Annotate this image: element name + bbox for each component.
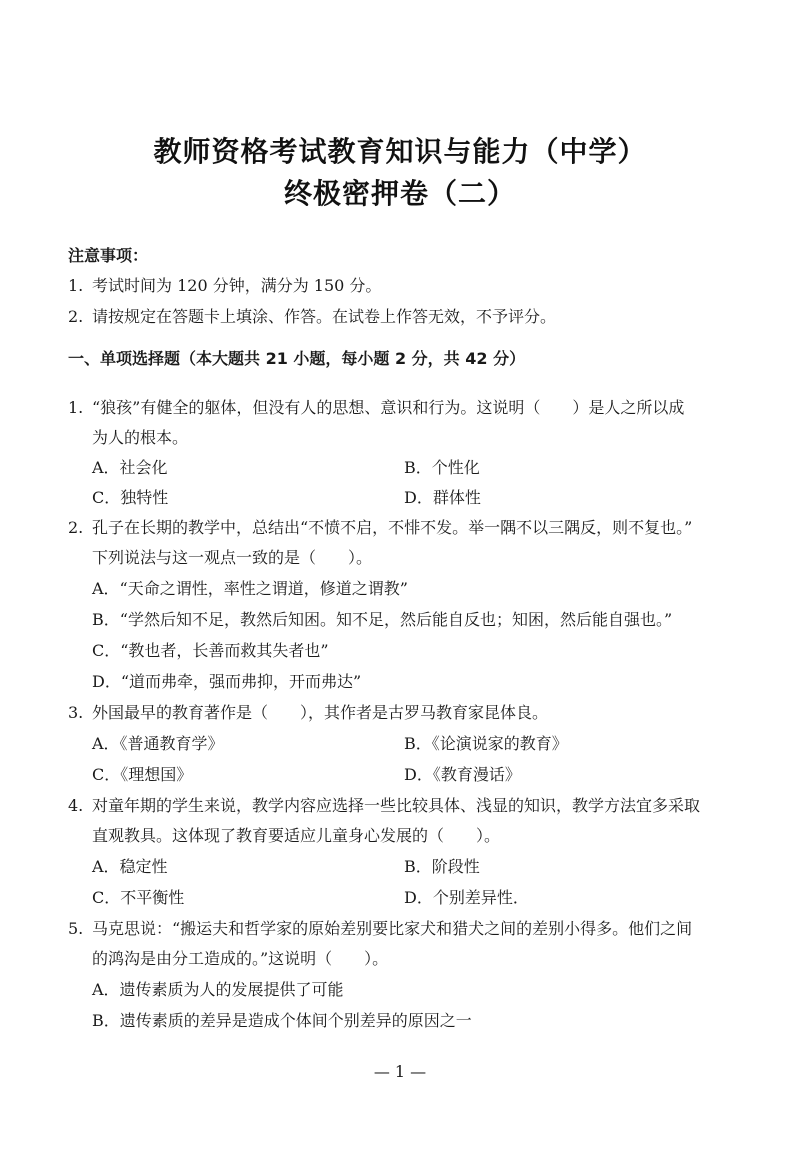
option-d: D．个别差异性． — [404, 888, 529, 907]
option-a: A．“天命之谓性，率性之谓道，修道之谓教” — [92, 579, 408, 598]
question-number: 5. — [68, 919, 84, 938]
question-1 — [68, 397, 758, 419]
option-d: D．“道而弗牵，强而弗抑，开而弗达” — [92, 672, 362, 691]
option-a: A．遗传素质为人的发展提供了可能 — [92, 980, 344, 999]
option-d: D．《教育漫话》 — [404, 765, 521, 784]
question-4 — [68, 795, 758, 817]
question-text-cont: 直观教具。这体现了教育要适应儿童身心发展的（ ）。 — [92, 826, 501, 845]
option-a: A．《普通教育学》 — [92, 734, 224, 753]
notice-item-text: 考试时间为 120 分钟，满分为 150 分。 — [92, 276, 382, 295]
option-a: A．社会化 — [92, 458, 168, 477]
exam-title: 教师资格考试教育知识与能力（中学） — [153, 135, 647, 168]
question-2 — [68, 517, 758, 539]
section-heading: 一、单项选择题（本大题共 21 小题，每小题 2 分，共 42 分） — [68, 349, 526, 368]
question-text: 孔子在长期的教学中，总结出“不愤不启，不悱不发。举一隅不以三隅反，则不复也。” — [92, 518, 693, 537]
question-number: 2. — [68, 518, 84, 537]
option-b: B．个性化 — [404, 458, 480, 477]
exam-subtitle: 终极密押卷（二） — [283, 177, 516, 210]
option-c: C．独特性 — [92, 488, 169, 507]
notice-item-number: 2. — [68, 307, 84, 326]
notice-item-text: 请按规定在答题卡上填涂、作答。在试卷上作答无效，不予评分。 — [92, 307, 557, 326]
option-b: B．《论演说家的教育》 — [404, 734, 568, 753]
question-number: 3. — [68, 703, 84, 722]
notice-heading: 注意事项： — [68, 246, 149, 265]
option-c: C．不平衡性 — [92, 888, 185, 907]
option-a: A．稳定性 — [92, 857, 168, 876]
option-c: C．“教也者，长善而救其失者也” — [92, 641, 329, 660]
page-number: — 1 — — [373, 1062, 427, 1081]
question-number: 4. — [68, 796, 84, 815]
question-text: “狼孩”有健全的躯体，但没有人的思想、意识和行为。这说明（ ）是人之所以成 — [92, 398, 685, 417]
option-b: B．遗传素质的差异是造成个体间个别差异的原因之一 — [92, 1011, 472, 1030]
question-5 — [68, 918, 758, 940]
question-text: 对童年期的学生来说，教学内容应选择一些比较具体、浅显的知识，教学方法宜多采取 — [92, 796, 701, 815]
option-c: C．《理想国》 — [92, 765, 193, 784]
question-text: 外国最早的教育著作是（ ），其作者是古罗马教育家昆体良。 — [92, 703, 549, 722]
notice-item-number: 1. — [68, 276, 84, 295]
question-text-cont: 下列说法与这一观点一致的是（ ）。 — [92, 548, 373, 567]
question-3 — [68, 702, 758, 724]
option-b: B．“学然后知不足，教然后知困。知不足，然后能自反也；知困，然后能自强也。” — [92, 610, 673, 629]
notice-item — [68, 306, 758, 328]
option-b: B．阶段性 — [404, 857, 480, 876]
question-number: 1. — [68, 398, 84, 417]
question-text: 马克思说：“搬运夫和哲学家的原始差别要比家犬和猎犬之间的差别小得多。他们之间 — [92, 919, 693, 938]
option-d: D．群体性 — [404, 488, 481, 507]
notice-item — [68, 275, 758, 297]
question-text-cont: 为人的根本。 — [92, 428, 189, 447]
question-text-cont: 的鸿沟是由分工造成的。”这说明（ ）。 — [92, 949, 389, 968]
